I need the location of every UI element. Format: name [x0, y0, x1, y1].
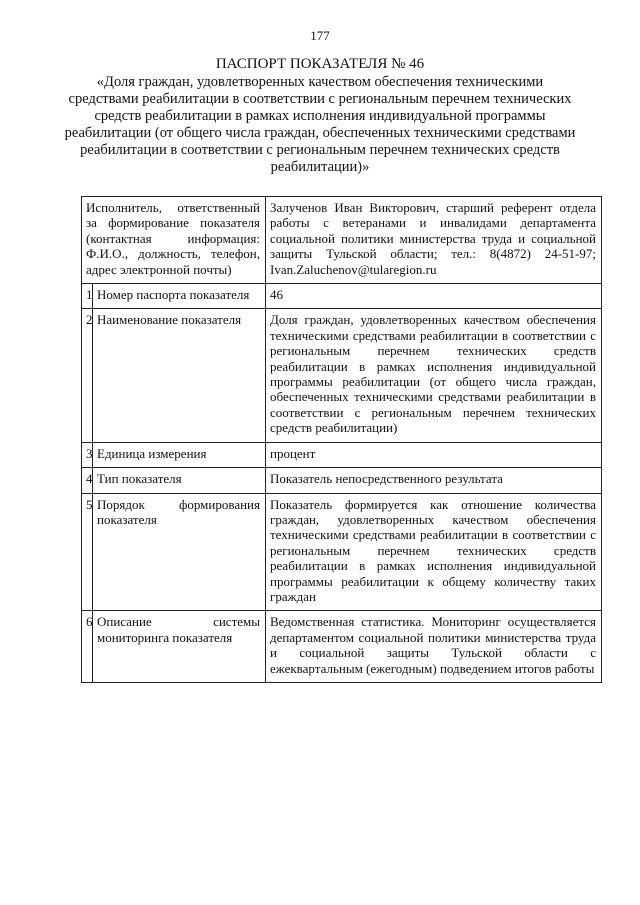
- row-value: Показатель непосредственного результата: [266, 468, 602, 493]
- table-row: [82, 493, 602, 611]
- row-value: Показатель формируется как отношение количества граждан, удовлетворенных качеством обеспечения техническими средствами реабилитации в соответствии с региональным перечнем технических средств реабилитации в рамках исполнения индивидуальной программы реабилитации к общему количеству таких граждан: [266, 493, 602, 611]
- row-label: Наименование показателя: [93, 309, 266, 442]
- table-row: [82, 309, 602, 442]
- row-label: Порядок формирования показателя: [93, 493, 266, 611]
- row-number: 4: [82, 468, 93, 493]
- row-label: Единица измерения: [93, 442, 266, 467]
- indicator-subtitle: «Доля граждан, удовлетворенных качеством обеспечения техническими средствами реабилитации в соответствии с региональным перечнем технических средств реабилитации в рамках исполнения индивидуальной программы реабилитации (от общего числа граждан, обеспеченных техническими средствами реабилитации в соответствии с региональным перечнем технических средств реабилитации)»: [64, 74, 576, 175]
- table-row: [82, 611, 602, 683]
- page-number: 177: [310, 28, 330, 43]
- executor-value: Залученов Иван Викторович, старший референт отдела работы с ветеранами и инвалидами департамента социальной политики министерства труда и социальной защиты Тульской области; тел.: 8(4872) 24-51-97; Ivan.Zaluchenov@tularegion.ru: [266, 197, 602, 284]
- table-row: [82, 284, 602, 309]
- row-number: 6: [82, 611, 93, 683]
- row-number: 2: [82, 309, 93, 442]
- row-label: Тип показателя: [93, 468, 266, 493]
- table-row: [82, 442, 602, 467]
- row-number: 5: [82, 493, 93, 611]
- row-label: Описание системы мониторинга показателя: [93, 611, 266, 683]
- executor-label: Исполнитель, ответственный за формирование показателя (контактная информация: Ф.И.О., должность, телефон, адрес электронной почты): [82, 197, 266, 284]
- passport-heading: ПАСПОРТ ПОКАЗАТЕЛЯ № 46: [215, 56, 425, 72]
- row-value: 46: [266, 284, 602, 309]
- table-row-executor: [82, 197, 602, 284]
- row-label: Номер паспорта показателя: [93, 284, 266, 309]
- document-title: [60, 56, 580, 176]
- row-number: 1: [82, 284, 93, 309]
- passport-table: [81, 196, 602, 683]
- row-value: Ведомственная статистика. Мониторинг осуществляется департаментом социальной политики министерства труда и социальной защиты Тульской области с ежеквартальным (ежегодным) подведением итогов работы: [266, 611, 602, 683]
- row-value: процент: [266, 442, 602, 467]
- row-number: 3: [82, 442, 93, 467]
- row-value: Доля граждан, удовлетворенных качеством обеспечения техническими средствами реабилитации в соответствии с региональным перечнем технических средств реабилитации в рамках исполнения индивидуальной программы реабилитации (от общего числа граждан, обеспеченных техническими средствами реабилитации в соответствии с региональным перечнем технических средств реабилитации): [266, 309, 602, 442]
- table-row: [82, 468, 602, 493]
